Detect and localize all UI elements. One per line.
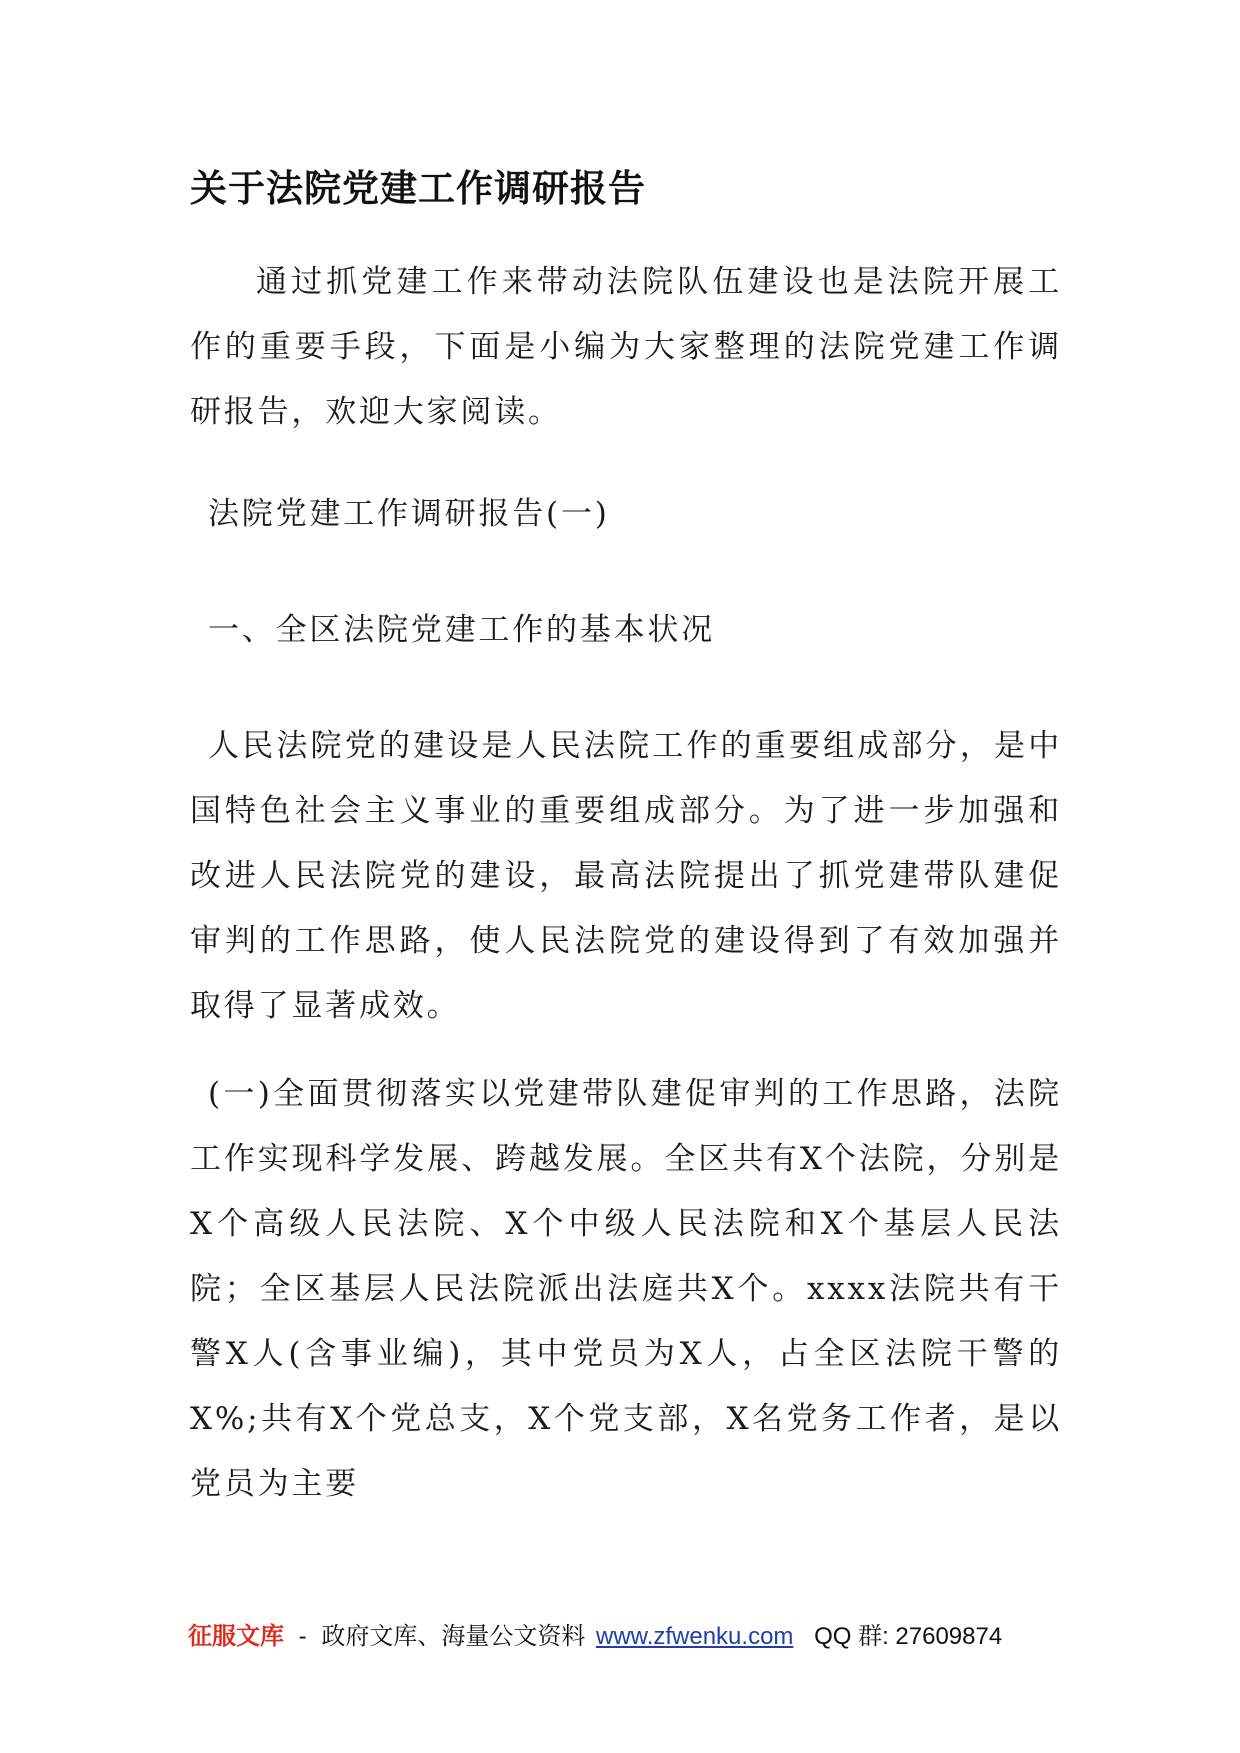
intro-paragraph: 通过抓党建工作来带动法院队伍建设也是法院开展工作的重要手段，下面是小编为大家整理的法院党建工作调研报告，欢迎大家阅读。 <box>190 264 1062 430</box>
report-subtitle: 法院党建工作调研报告(一) <box>208 496 610 532</box>
footer-website-link[interactable]: www.zfwenku.com <box>596 1623 794 1650</box>
body-paragraph-2: (一)全面贯彻落实以党建带队建促审判的工作思路，法院工作实现科学发展、跨越发展。全区共有X个法院，分别是X个高级人民法院、X个中级人民法院和X个基层人民法院；全区基层人民法院派出法庭共X个。xxxx法院共有干警X人(含事业编)，其中党员为X人，占全区法院干警的X%;共有X个党总支，X个党支部，X名党务工作者，是以党员为主要 <box>190 1076 1062 1502</box>
footer-qq-group: QQ 群: 27609874 <box>814 1623 1003 1650</box>
footer-tagline: 政府文库、海量公文资料 <box>321 1623 586 1650</box>
section-heading: 一、全区法院党建工作的基本状况 <box>208 612 715 648</box>
footer-separator: - <box>298 1623 307 1650</box>
body-paragraph-1: 人民法院党的建设是人民法院工作的重要组成部分，是中国特色社会主义事业的重要组成部分。为了进一步加强和改进人民法院党的建设，最高法院提出了抓党建带队建促审判的工作思路，使人民法院党的建设得到了有效加强并取得了显著成效。 <box>190 728 1062 1024</box>
footer-brand: 征服文库 <box>188 1623 284 1650</box>
page-footer <box>188 1616 1002 1651</box>
document-title: 关于法院党建工作调研报告 <box>190 166 646 210</box>
